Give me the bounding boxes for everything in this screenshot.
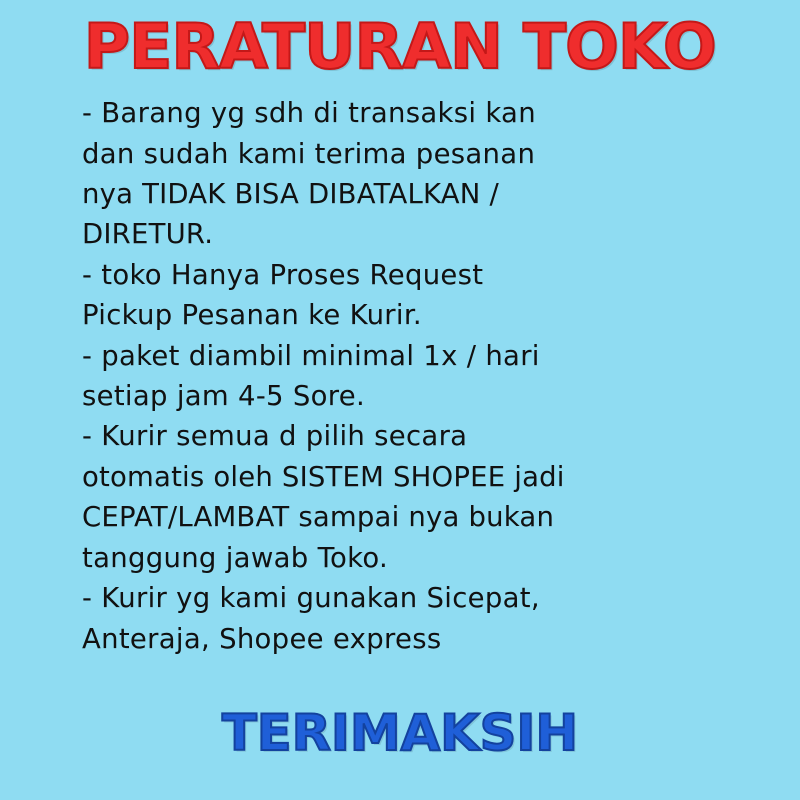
rules-line: - paket diambil minimal 1x / hari (82, 339, 540, 372)
rules-text-block (0, 93, 800, 659)
rules-line: - Kurir semua d pilih secara (82, 420, 468, 453)
rules-line: nya TIDAK BISA DIBATALKAN / (82, 177, 499, 210)
rules-line: setiap jam 4-5 Sore. (82, 380, 366, 413)
rules-line: Pickup Pesanan ke Kurir. (82, 299, 422, 332)
rules-line: - toko Hanya Proses Request (82, 258, 484, 291)
rules-line: tanggung jawab Toko. (82, 541, 389, 574)
rules-line: otomatis oleh SISTEM SHOPEE jadi (82, 460, 565, 493)
rules-line: dan sudah kami terima pesanan (82, 137, 536, 170)
rules-line: CEPAT/LAMBAT sampai nya bukan (82, 501, 555, 534)
rules-line: Anteraja, Shopee express (82, 622, 442, 655)
thank-you-footer: TERIMAKSIH (221, 704, 579, 762)
page-title: PERATURAN TOKO (84, 10, 716, 83)
rules-line: DIRETUR. (82, 218, 214, 251)
rules-line: - Kurir yg kami gunakan Sicepat, (82, 582, 540, 615)
rules-line: - Barang yg sdh di transaksi kan (82, 97, 536, 130)
